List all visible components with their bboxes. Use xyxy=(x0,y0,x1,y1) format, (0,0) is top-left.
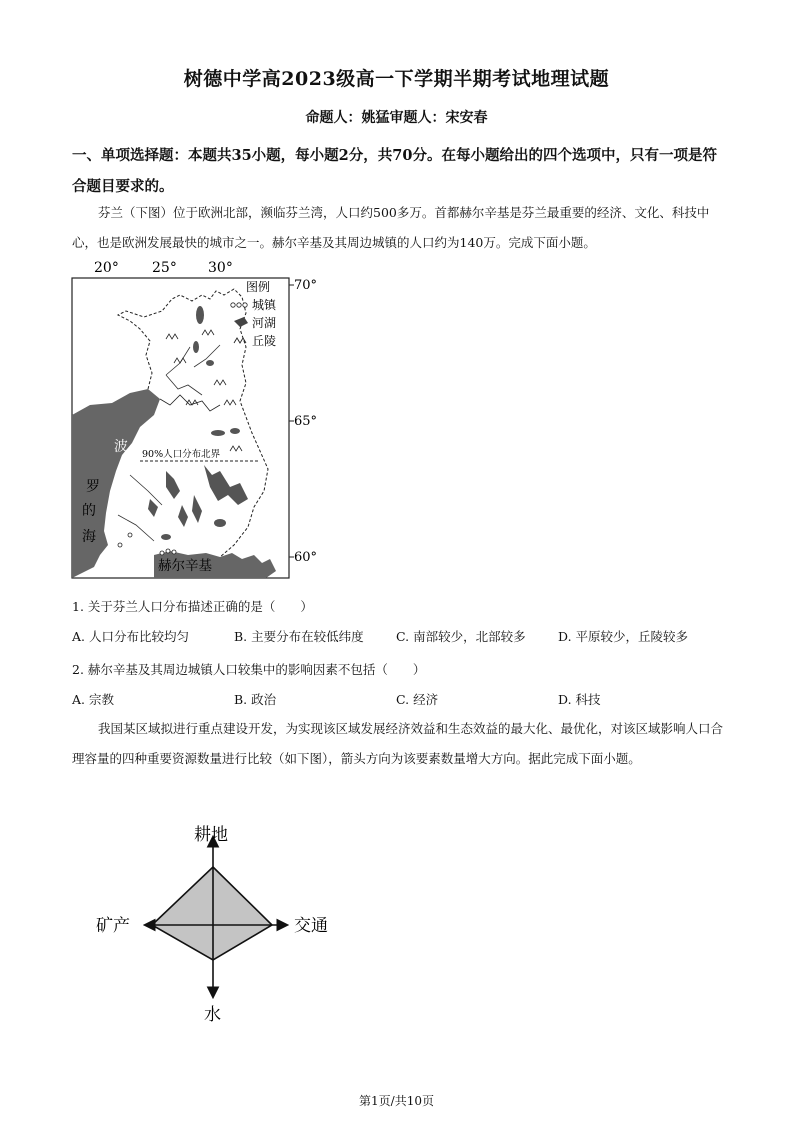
passage-resources: 我国某区域拟进行重点建设开发，为实现该区域发展经济效益和生态效益的最大化、最优化，对该区域影响人口合理容量的四种重要资源数量进行比较（如下图），箭头方向为该要素数量增大方向。据此完成下面小题。 xyxy=(72,721,724,766)
resource-diagram xyxy=(90,820,340,1030)
legend-town-icon xyxy=(231,303,247,307)
page-footer: 第1页/共10页 xyxy=(359,1094,434,1108)
sea-char-4: 海 xyxy=(82,529,96,545)
resource-rhombus xyxy=(152,867,272,960)
lat-label-60: 60° xyxy=(294,550,318,565)
legend-lake-icon xyxy=(234,317,248,327)
question-2-stem: 2. 赫尔辛基及其周边城镇人口较集中的影响因素不包括（ ） xyxy=(72,662,426,677)
q2-option-b[interactable]: B. 政治 xyxy=(234,692,277,707)
authors-line: 命题人：姚猛审题人：宋安春 xyxy=(305,110,488,126)
sea-char-2: 罗 xyxy=(86,479,100,495)
legend-hills: 丘陵 xyxy=(252,334,277,348)
sea-char-3: 的 xyxy=(82,503,96,519)
label-water: 水 xyxy=(204,1005,221,1025)
lakes-group xyxy=(148,306,248,540)
page-title: 树德中学高2023级高一下学期半期考试地理试题 xyxy=(183,68,610,90)
lon-label-25: 25° xyxy=(152,260,177,276)
legend-towns: 城镇 xyxy=(252,298,277,312)
section-heading: 一、单项选择题：本题共35小题，每小题2分，共70分。在每小题给出的四个选项中，只有一项是符合题目要求的。 xyxy=(72,147,717,195)
q2-option-a[interactable]: A. 宗教 xyxy=(72,692,114,707)
city-label-helsinki: 赫尔辛基 xyxy=(158,558,212,574)
population-boundary-label: 90%人口分布北界 xyxy=(142,449,221,460)
label-farmland: 耕地 xyxy=(194,825,228,845)
lat-label-65: 65° xyxy=(294,414,318,429)
q2-option-d[interactable]: D. 科技 xyxy=(558,692,601,707)
q1-option-b[interactable]: B. 主要分布在较低纬度 xyxy=(234,629,364,644)
passage-finland: 芬兰（下图）位于欧洲北部，濒临芬兰湾，人口约500多万。首都赫尔辛基是芬兰最重要的经济、文化、科技中心，也是欧洲发展最快的城市之一。赫尔辛基及其周边城镇的人口约为140万。完成下面小题。 xyxy=(72,205,710,250)
label-transport: 交通 xyxy=(294,916,328,936)
hill-symbols xyxy=(166,330,242,451)
finland-map xyxy=(70,255,330,580)
label-minerals: 矿产 xyxy=(96,916,130,936)
lon-label-20: 20° xyxy=(94,260,119,276)
sea-char-1: 波 xyxy=(114,439,128,455)
q2-option-c[interactable]: C. 经济 xyxy=(396,692,439,707)
q1-option-d[interactable]: D. 平原较少，丘陵较多 xyxy=(558,629,689,644)
legend-title: 图例 xyxy=(246,280,271,294)
q1-option-c[interactable]: C. 南部较少，北部较多 xyxy=(396,629,526,644)
question-1-stem: 1. 关于芬兰人口分布描述正确的是（ ） xyxy=(72,599,313,614)
legend-lakes: 河湖 xyxy=(252,316,277,330)
lon-label-30: 30° xyxy=(208,260,233,276)
lat-label-70: 70° xyxy=(294,278,318,293)
q1-option-a[interactable]: A. 人口分布比较均匀 xyxy=(72,629,189,644)
